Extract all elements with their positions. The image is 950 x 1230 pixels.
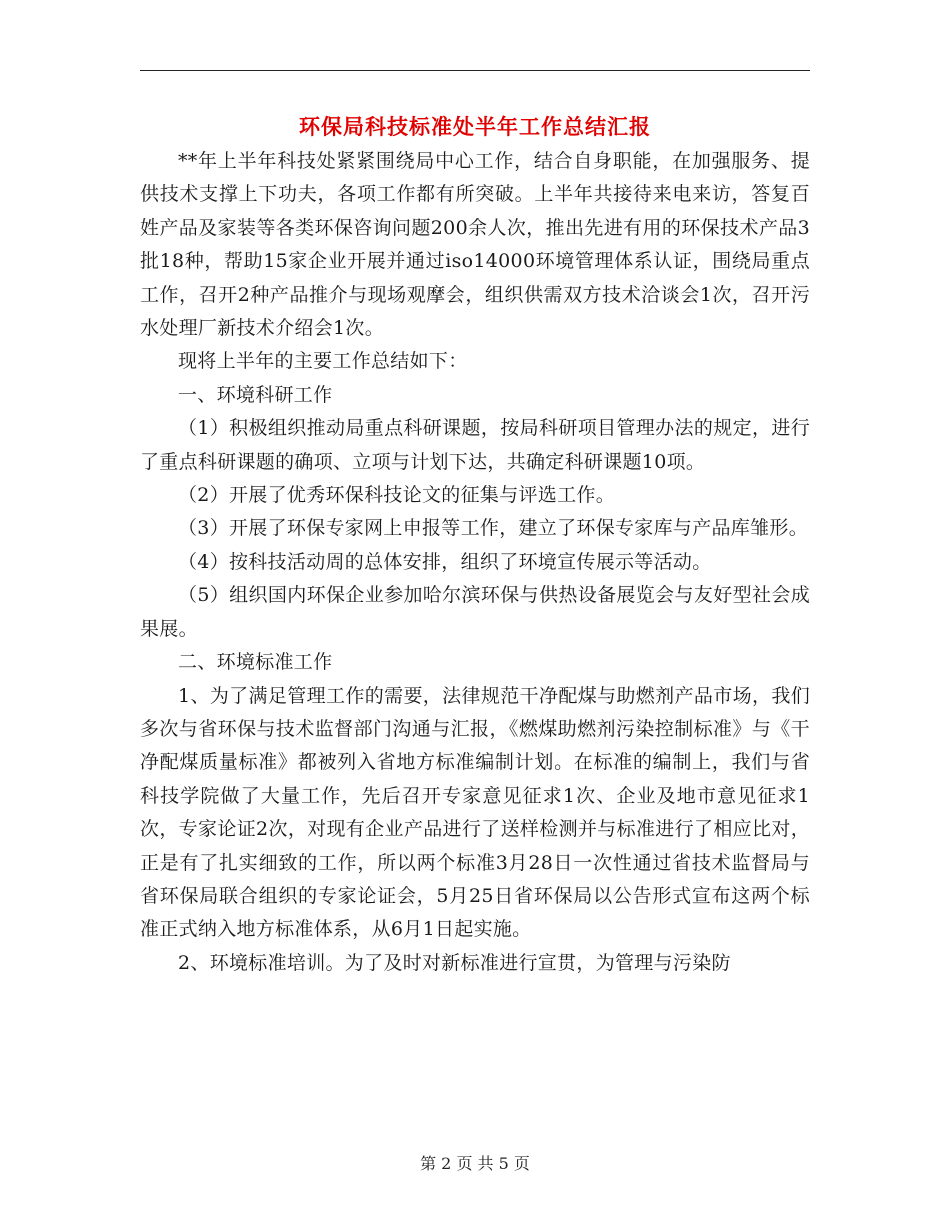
document-title: 环保局科技标准处半年工作总结汇报 [299,114,651,139]
section-heading-research: 一、环境科研工作 [178,383,333,406]
paragraph-intro: **年上半年科技处紧紧围绕局中心工作，结合自身职能，在加强服务、提供技术支撑上下功夫，各项工作都有所突破。上半年共接待来电来访，答复百姓产品及家装等各类环保咨询问题200余人次，推出先进有用的环保技术产品3批18种，帮助15家企业开展并通过iso14000环境管理体系认证，围绕局重点工作，召开2种产品推介与现场观摩会，组织供需双方技术洽谈会1次，召开污水处理厂新技术介绍会1次。 [140,150,810,340]
paragraph-research-4: （4）按科技活动周的总体安排，组织了环境宣传展示等活动。 [178,550,712,573]
paragraph-research-2: （2）开展了优秀环保科技论文的征集与评选工作。 [178,484,615,507]
paragraph-research-5: （5）组织国内环保企业参加哈尔滨环保与供热设备展览会与友好型社会成果展。 [140,584,810,640]
document-body [140,145,810,980]
paragraph-summary-lead: 现将上半年的主要工作总结如下： [178,350,468,373]
paragraph-research-1: （1）积极组织推动局重点科研课题，按局科研项目管理办法的规定，进行了重点科研课题的确项、立项与计划下达，共确定科研课题10项。 [140,417,810,473]
paragraph-research-3: （3）开展了环保专家网上申报等工作，建立了环保专家库与产品库雏形。 [178,517,808,540]
paragraph-standards-1: 1、为了满足管理工作的需要，法律规范干净配煤与助燃剂产品市场，我们多次与省环保与技术监督部门沟通与汇报，《燃煤助燃剂污染控制标准》与《干净配煤质量标准》都被列入省地方标准编制计划。在标准的编制上，我们与省科技学院做了大量工作，先后召开专家意见征求1次、企业及地市意见征求1次，专家论证2次，对现有企业产品进行了送样检测并与标准进行了相应比对，正是有了扎实细致的工作，所以两个标准3月28日一次性通过省技术监督局与省环保局联合组织的专家论证会，5月25日省环保局以公告形式宣布这两个标准正式纳入地方标准体系，从6月1日起实施。 [140,684,810,941]
header-rule [140,70,810,71]
page-footer: 第 2 页 共 5 页 [420,1154,530,1173]
paragraph-standards-2: 2、环境标准培训。为了及时对新标准进行宣贯，为管理与污染防 [178,951,731,974]
section-heading-standards: 二、环境标准工作 [178,651,333,674]
